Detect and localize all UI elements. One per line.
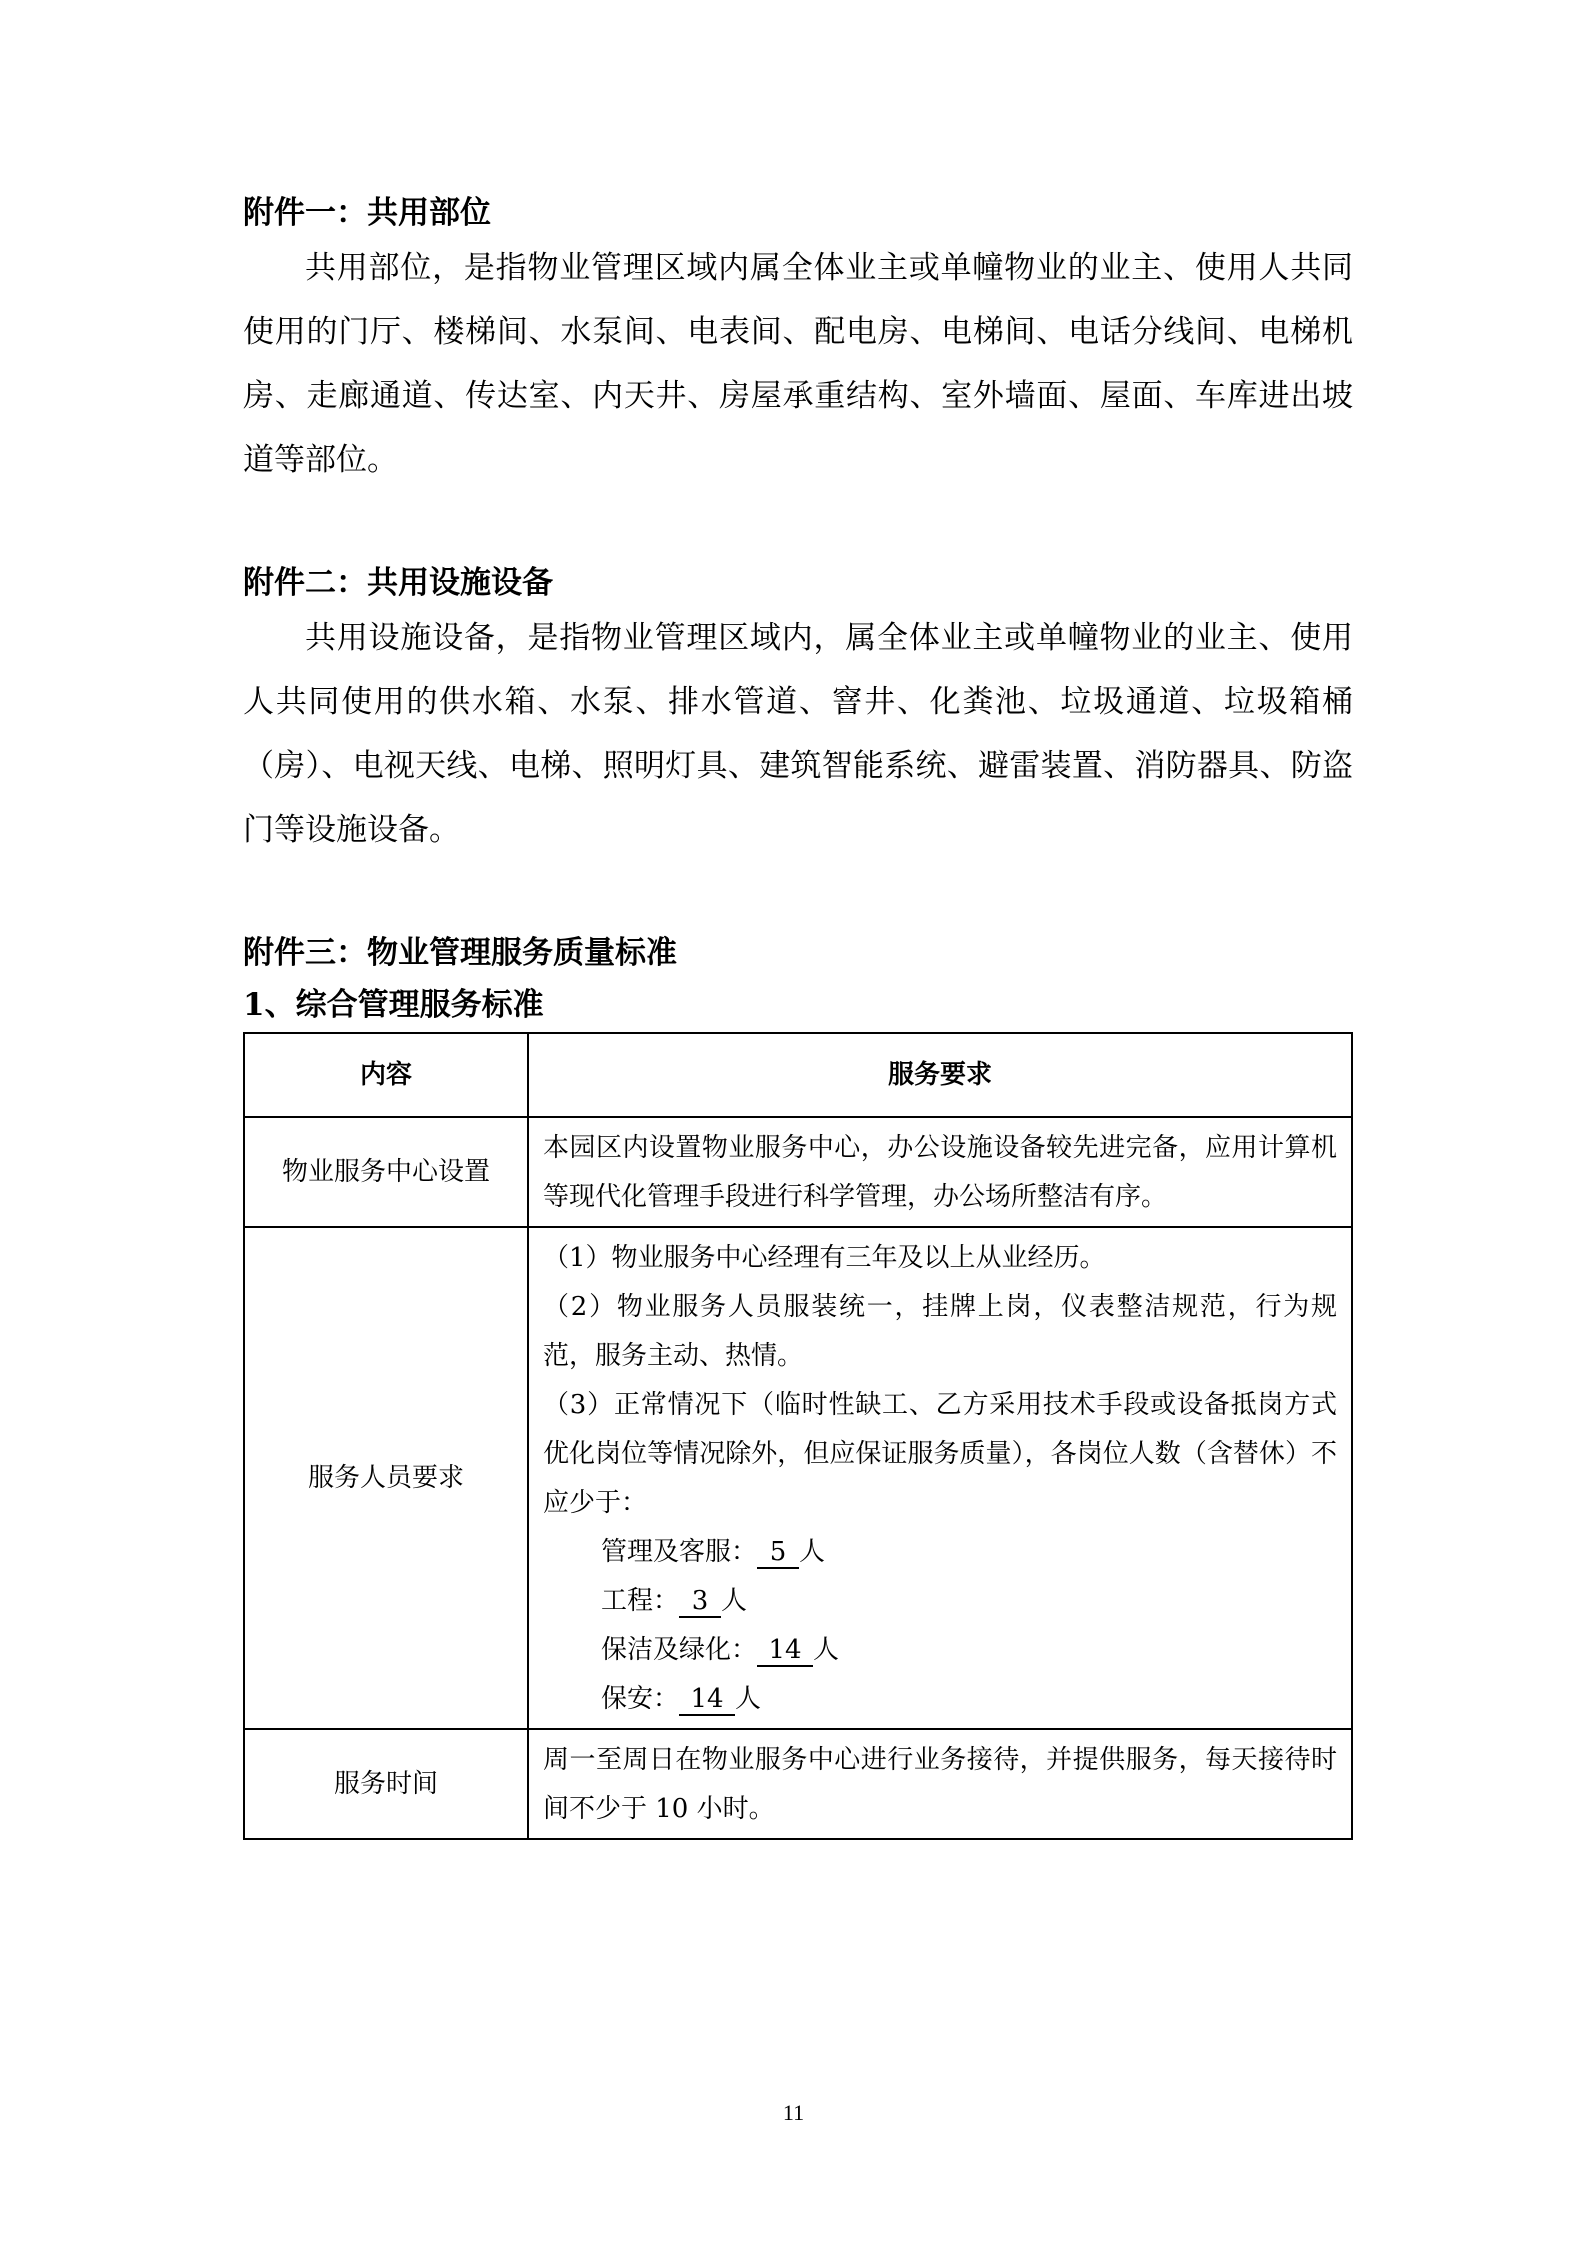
annex-3-section [243, 930, 1353, 1840]
staff-role: 管理及客服： [601, 1537, 758, 1567]
staff-requirement-item: （3）正常情况下（临时性缺工、乙方采用技术手段或设备抵岗方式优化岗位等情况除外，但应保证服务质量），各岗位人数（含替休）不应少于： [543, 1390, 1337, 1518]
document-page [243, 190, 1353, 1840]
row-text-service-hours: 周一至周日在物业服务中心进行业务接待，并提供服务，每天接待时间不少于 10 小时。 [528, 1729, 1352, 1839]
row-body-staff-requirements [528, 1227, 1352, 1729]
annex-2-body: 共用设施设备，是指物业管理区域内，属全体业主或单幢物业的业主、使用人共同使用的供水箱、水泵、排水管道、窨井、化粪池、垃圾通道、垃圾箱桶（房）、电视天线、电梯、照明灯具、建筑智能系统、避雷装置、消防器具、防盗门等设施设备。 [243, 620, 1353, 848]
header-content: 内容 [244, 1033, 528, 1117]
spacer [243, 492, 1353, 560]
staff-count: 14 [679, 1684, 735, 1716]
staff-role: 保安： [601, 1684, 680, 1714]
staff-count: 3 [679, 1586, 721, 1618]
staff-role: 保洁及绿化： [601, 1635, 758, 1665]
annex-3-title: 附件三：物业管理服务质量标准 [243, 935, 677, 971]
staff-count-line [543, 1528, 1337, 1577]
table-row [244, 1227, 1352, 1729]
section-1-title: 1、综合管理服务标准 [243, 987, 544, 1023]
staff-unit: 人 [721, 1586, 748, 1616]
annex-1-section [243, 190, 1353, 492]
row-text-service-center: 本园区内设置物业服务中心，办公设施设备较先进完备，应用计算机等现代化管理手段进行科学管理，办公场所整洁有序。 [528, 1117, 1352, 1227]
staff-role: 工程： [601, 1586, 680, 1616]
row-label-service-hours: 服务时间 [244, 1729, 528, 1839]
annex-2-section [243, 560, 1353, 862]
staff-unit: 人 [813, 1635, 840, 1665]
annex-2-title: 附件二：共用设施设备 [243, 565, 553, 601]
table-header-row [244, 1033, 1352, 1117]
staff-count-line [543, 1626, 1337, 1675]
service-standard-table [243, 1032, 1353, 1840]
staff-requirement-item: （2）物业服务人员服装统一，挂牌上岗，仪表整洁规范，行为规范，服务主动、热情。 [543, 1292, 1337, 1371]
table-row [244, 1117, 1352, 1227]
staff-count: 14 [757, 1635, 813, 1667]
spacer [243, 862, 1353, 930]
header-service-requirements: 服务要求 [528, 1033, 1352, 1117]
staff-unit: 人 [735, 1684, 762, 1714]
page-number: 11 [782, 2100, 805, 2125]
staff-count: 5 [757, 1537, 799, 1569]
table-row [244, 1729, 1352, 1839]
staff-requirement-item: （1）物业服务中心经理有三年及以上从业经历。 [543, 1243, 1106, 1273]
annex-1-title: 附件一：共用部位 [243, 195, 491, 231]
staff-unit: 人 [799, 1537, 826, 1567]
annex-1-body: 共用部位，是指物业管理区域内属全体业主或单幢物业的业主、使用人共同使用的门厅、楼梯间、水泵间、电表间、配电房、电梯间、电话分线间、电梯机房、走廊通道、传达室、内天井、房屋承重结构、室外墙面、屋面、车库进出坡道等部位。 [243, 250, 1353, 478]
row-label-staff-requirements: 服务人员要求 [244, 1227, 528, 1729]
staff-count-line [543, 1577, 1337, 1626]
row-label-service-center: 物业服务中心设置 [244, 1117, 528, 1227]
staff-count-line [543, 1675, 1337, 1724]
